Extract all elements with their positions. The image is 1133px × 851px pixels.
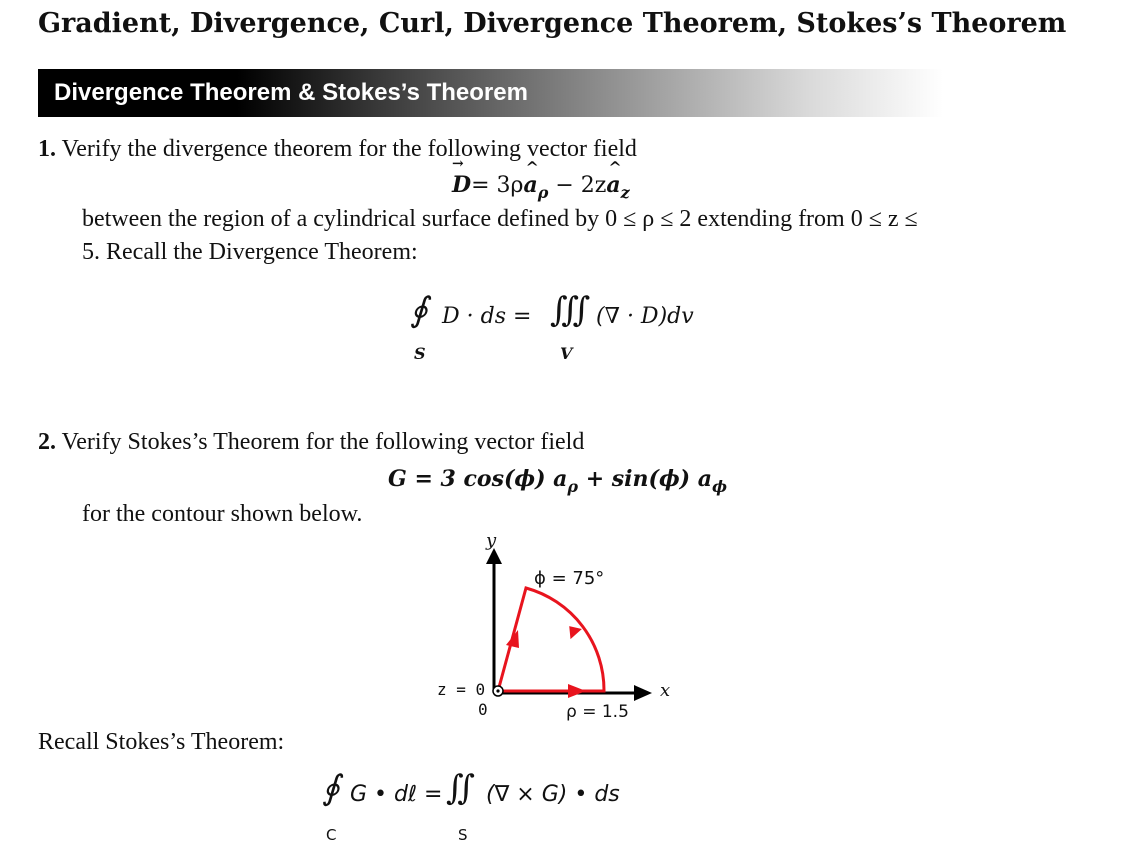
y-axis-label: y <box>486 530 497 551</box>
div-theorem-right: (∇ · D)dv <box>596 304 694 329</box>
closed-line-integral-icon: ∮ <box>322 768 340 808</box>
sub-s-stokes: S <box>458 826 468 844</box>
contour-diagram <box>420 530 720 730</box>
vector-field-d <box>452 172 630 202</box>
div-theorem-left: D · ds = <box>442 304 532 329</box>
triple-integral-icon: ∭ <box>550 290 591 330</box>
origin-label: 0 <box>478 700 488 719</box>
problem-2-text: Verify Stokes’s Theorem for the following vector field <box>61 429 585 455</box>
divergence-theorem-formula <box>410 292 740 372</box>
sub-rho: ρ <box>537 183 549 202</box>
sub-phi-g: ϕ <box>711 477 728 496</box>
sub-c: C <box>326 826 337 844</box>
page-title: Gradient, Divergence, Curl, Divergence Theorem, Stokes’s Theorem <box>38 8 1067 39</box>
problem-1-statement <box>38 136 637 163</box>
closed-surface-integral-icon: ∮ <box>410 290 428 330</box>
section-heading: Divergence Theorem & Stokes’s Theorem <box>54 79 528 106</box>
sub-s: S <box>414 344 426 363</box>
stokes-theorem-formula <box>322 770 662 850</box>
z-label: z = 0 <box>437 680 486 699</box>
recall-stokes: Recall Stokes’s Theorem: <box>38 729 285 755</box>
sub-rho-g: ρ <box>567 477 579 496</box>
contour-intro: for the contour shown below. <box>82 501 363 527</box>
g-eq-part-2: + sin(ϕ) a <box>578 466 712 492</box>
problem-1-number: 1. <box>38 136 56 162</box>
section-banner <box>38 69 943 117</box>
origin-dot <box>496 689 499 692</box>
sub-z: z <box>620 183 630 202</box>
x-axis-label: x <box>660 680 671 701</box>
d-vector: → D <box>452 172 471 198</box>
problem-1-recall: 5. Recall the Divergence Theorem: <box>82 239 418 265</box>
phi-label: ϕ = 75° <box>534 568 605 589</box>
unit-a-z: ^ a <box>606 172 620 198</box>
d-term-1: = 3ρ <box>471 173 524 198</box>
x-axis-arrowhead <box>634 685 652 701</box>
unit-a-rho: ^ a <box>523 172 537 198</box>
problem-2-number: 2. <box>38 429 56 455</box>
g-eq-part-1: G = 3 cos(ϕ) a <box>388 466 568 492</box>
problem-1-text: Verify the divergence theorem for the following vector field <box>61 136 637 162</box>
problem-2-statement <box>38 429 584 456</box>
vector-field-g <box>388 466 728 496</box>
rho-label: ρ = 1.5 <box>566 702 629 722</box>
d-term-2: − 2z <box>548 173 607 198</box>
stokes-left: G • dℓ = <box>350 782 443 807</box>
problem-1-region: between the region of a cylindrical surface defined by 0 ≤ ρ ≤ 2 extending from 0 ≤ z ≤ <box>82 206 918 232</box>
sub-v: V <box>560 344 573 363</box>
contour-arrow-radial <box>568 684 586 698</box>
stokes-right: (∇ × G) • ds <box>486 782 620 807</box>
double-integral-icon: ∬ <box>446 768 475 808</box>
